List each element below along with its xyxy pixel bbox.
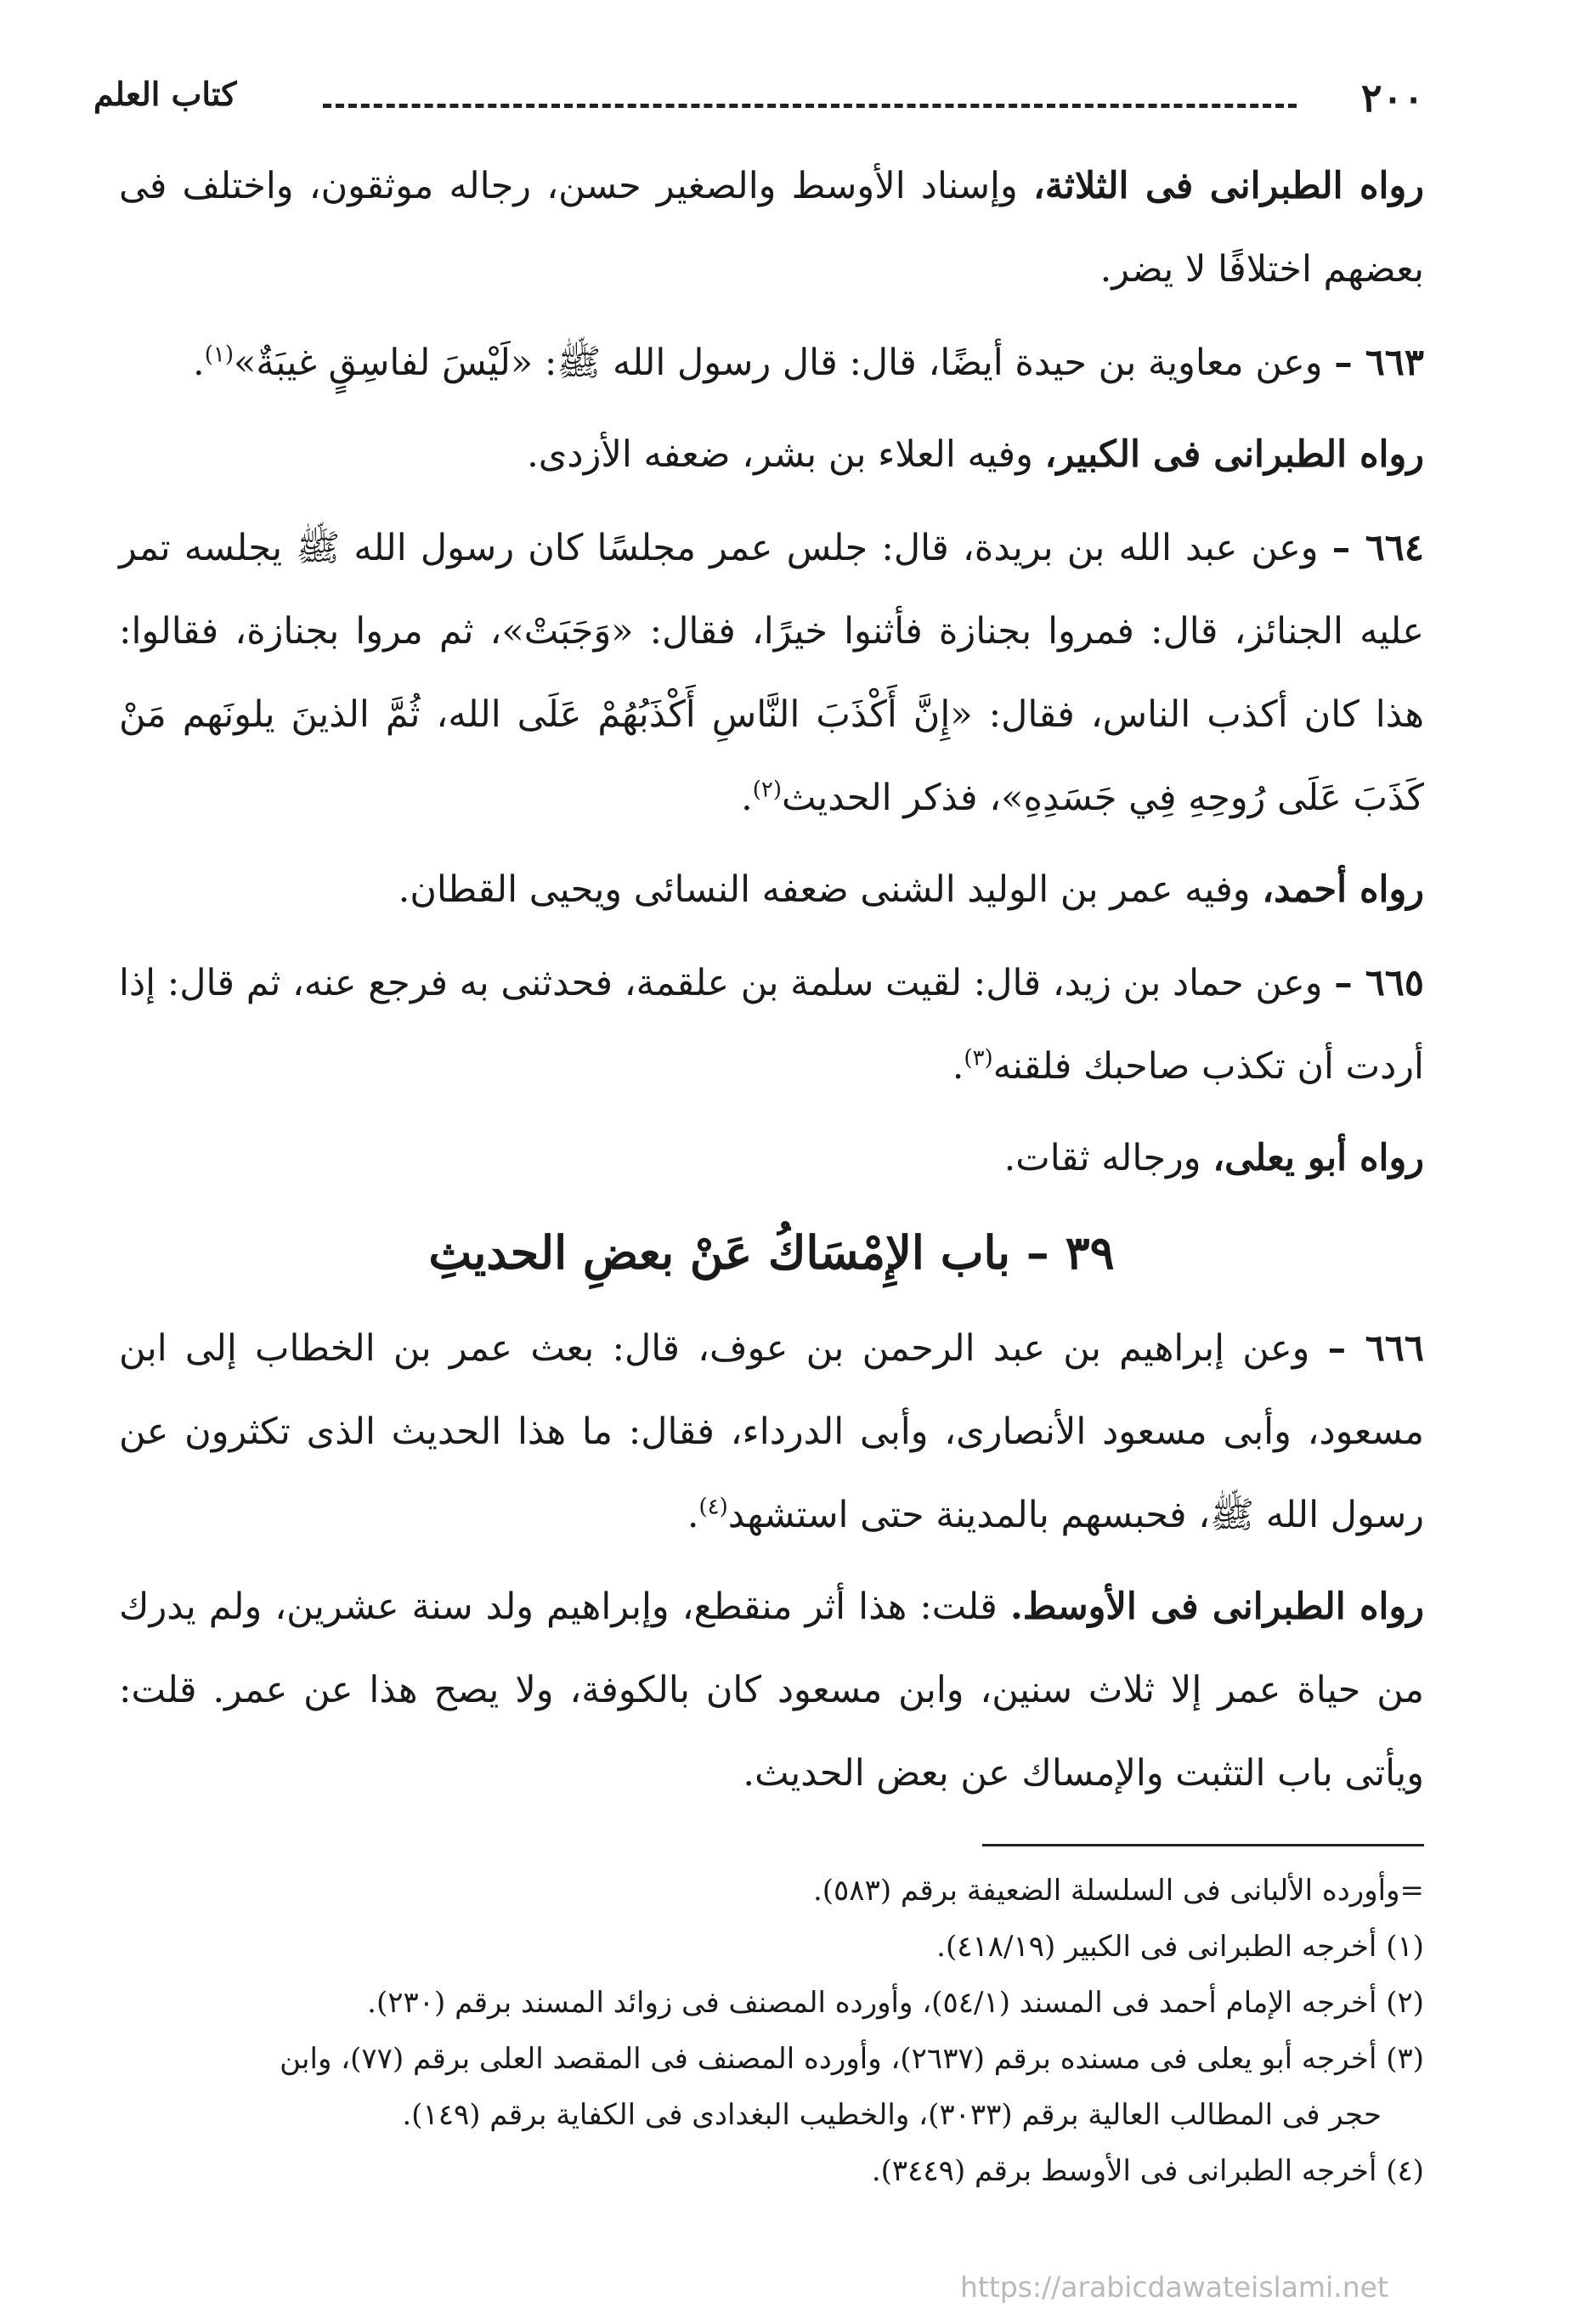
source-lead: رواه أحمد، (1262, 868, 1424, 911)
hadith-end: . (741, 777, 753, 819)
source-lead: رواه الطبرانى فى الأوسط. (1009, 1586, 1424, 1628)
book-title: كتاب العلم (93, 75, 237, 113)
footnote: (١) أخرجه الطبرانى فى الكبير (٤١٨/١٩). (936, 1930, 1424, 1964)
watermark-url: https://arabicdawateislami.net (960, 2270, 1388, 2304)
source-note (119, 1565, 1424, 1815)
source-note (119, 848, 1424, 931)
hadith-664 (119, 506, 1424, 840)
footnote-ref[interactable]: (٤) (698, 1494, 728, 1520)
footnote: =وأورده الألبانى فى السلسلة الضعيفة برقم (٥٨٣). (812, 1874, 1424, 1908)
hadith-number: ٦٦٦ – (1327, 1327, 1424, 1370)
hadith-text: وعن حماد بن زيد، قال: لقيت سلمة بن علقمة، فحدثنى به فرجع عنه، ثم قال: إذا أردت أن تكذب صاحبك فلقنه (119, 962, 1424, 1088)
chapter-heading: ٣٩ – باب الإِمْسَاكُ عَنْ بعضِ الحديثِ (428, 1225, 1115, 1280)
source-text: وفيه العلاء بن بشر، ضعفه الأزدى. (527, 433, 1045, 476)
footnotes (119, 1863, 1424, 2199)
hadith-text: وعن معاوية بن حيدة أيضًا، قال: قال رسول الله ﷺ: «لَيْسَ لفاسِقٍ غيبَةٌ» (234, 342, 1335, 384)
running-header (93, 75, 1424, 134)
footnote: (٢) أخرجه الإمام أحمد فى المسند (٥٤/١)، وأورده المصنف فى زوائد المسند برقم (٢٣٠). (367, 1986, 1424, 2020)
hadith-end: . (952, 1045, 964, 1088)
hadith-end: . (193, 342, 205, 384)
hadith-text: وعن إبراهيم بن عبد الرحمن بن عوف، قال: بعث عمر بن الخطاب إلى ابن مسعود، وأبى مسعود الأنصارى، وأبى الدرداء، فقال: ما هذا الحديث الذى تكثرون عن رسول الله ﷺ، فحبسهم بالمدينة حتى استشهد (119, 1327, 1424, 1536)
source-note (119, 413, 1424, 496)
footnote-ref[interactable]: (١) (204, 342, 234, 368)
source-text: وإسناد الأوسط والصغير حسن، رجاله موثقون، واختلف فى بعضهم اختلافًا لا يضر. (119, 165, 1424, 291)
main-text (119, 144, 1424, 1825)
hadith-666 (119, 1307, 1424, 1557)
footnote-ref[interactable]: (٢) (752, 777, 783, 803)
source-note (119, 144, 1424, 311)
hadith-text: وعن عبد الله بن بريدة، قال: جلس عمر مجلسًا كان رسول الله ﷺ يجلسه تمر عليه الجنائز، قال: فمروا بجنازة فأثنوا خيرًا، فقال: «وَجَبَتْ»، ثم مروا بجنازة، فقالوا: هذا كان أكذب الناس، فقال: «إِنَّ أَكْذَبَ النَّاسِ أَكْذَبُهُمْ عَلَى الله، ثُمَّ الذينَ يلونَهم مَنْ كَذَبَ عَلَى رُوحِهِ فِي جَسَدِهِ»، فذكر الحديث (119, 527, 1424, 819)
source-text: قلت: هذا أثر منقطع، وإبراهيم ولد سنة عشرين، ولم يدرك من حياة عمر إلا ثلاث سنين، وابن مسعود كان بالكوفة، ولا يصح هذا عن عمر. قلت: ويأتى باب التثبت والإمساك عن بعض الحديث. (119, 1586, 1424, 1795)
page-number: ٢٠٠ (1360, 75, 1424, 121)
hadith-end: . (687, 1494, 699, 1536)
hadith-665 (119, 941, 1424, 1108)
hadith-number: ٦٦٣ – (1334, 342, 1424, 384)
hadith-number: ٦٦٥ – (1334, 962, 1424, 1004)
source-lead: رواه أبو يعلى، (1212, 1137, 1424, 1179)
header-rule (323, 104, 1297, 108)
source-lead: رواه الطبرانى فى الثلاثة، (1032, 165, 1425, 207)
footnote-ref[interactable]: (٣) (964, 1045, 993, 1072)
source-lead: رواه الطبرانى فى الكبير، (1044, 433, 1424, 476)
footnote-divider (982, 1844, 1424, 1846)
footnote: (٤) أخرجه الطبرانى فى الأوسط برقم (٣٤٤٩). (871, 2154, 1424, 2188)
footnote: (٣) أخرجه أبو يعلى فى مسنده برقم (٢٦٣٧)، وأورده المصنف فى المقصد العلى برقم (٧٧)، وابن (280, 2042, 1424, 2076)
source-text: وفيه عمر بن الوليد الشنى ضعفه النسائى ويحيى القطان. (398, 868, 1263, 911)
source-note (119, 1117, 1424, 1200)
hadith-number: ٦٦٤ – (1331, 527, 1424, 569)
footnote-continuation: حجر فى المطالب العالية برقم (٣٠٣٣)، والخطيب البغدادى فى الكفاية برقم (١٤٩). (402, 2098, 1382, 2132)
hadith-663 (119, 321, 1424, 404)
source-text: ورجاله ثقات. (1003, 1137, 1213, 1179)
